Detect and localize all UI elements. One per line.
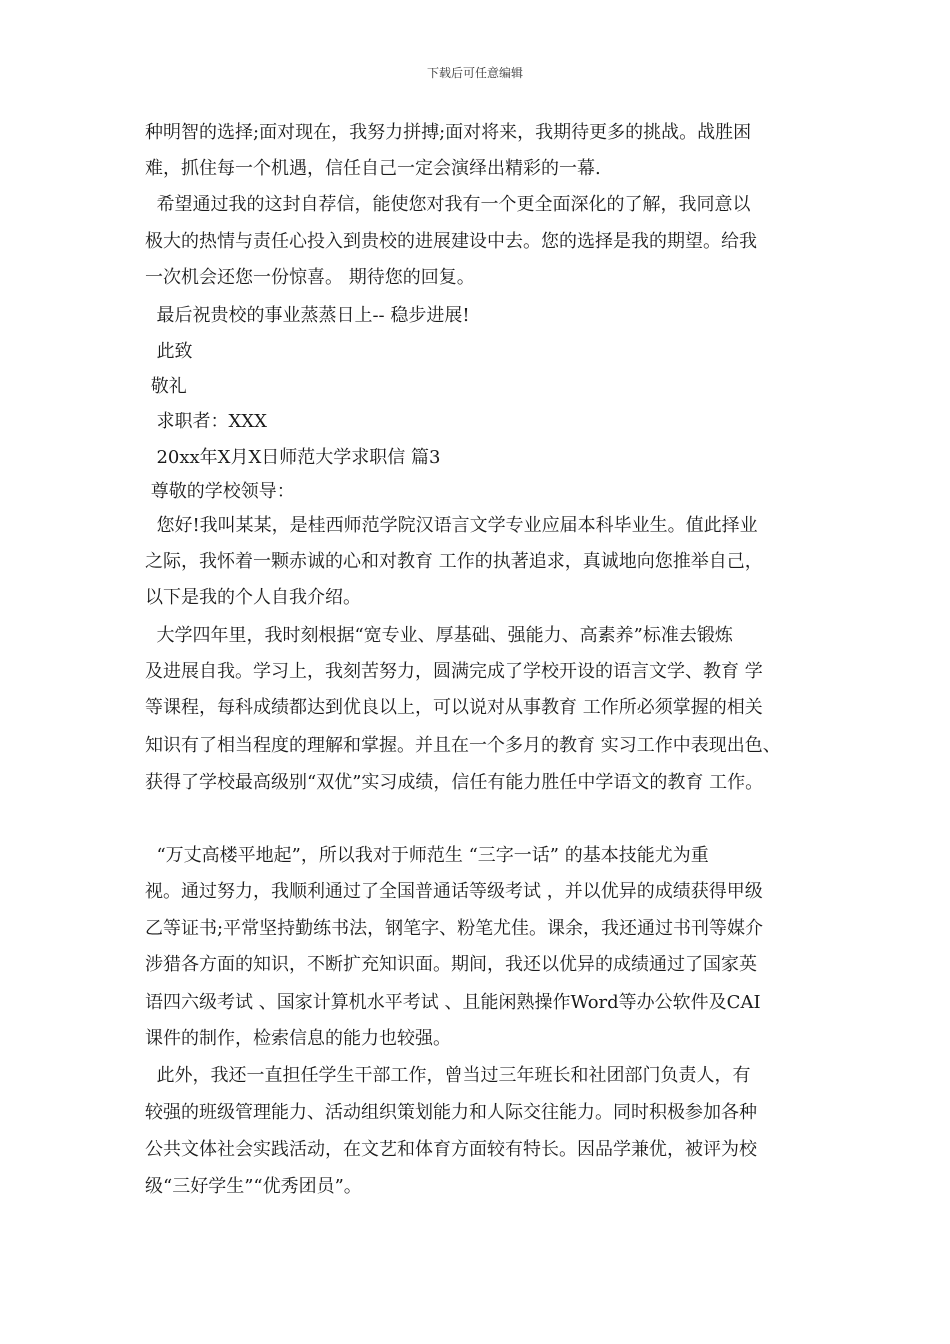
- body-line: 希望通过我的这封自荐信，能使您对我有一个更全面深化的了解，我同意以: [145, 194, 751, 215]
- body-line: 课件的制作，检索信息的能力也较强。: [145, 1028, 451, 1049]
- body-line: 种明智的选择;面对现在，我努力拼搏;面对将来，我期待更多的挑战。战胜困: [145, 122, 752, 143]
- body-line: 敬礼: [145, 376, 187, 397]
- body-line: 级“三好学生”“优秀团员”。: [145, 1176, 362, 1197]
- body-line: 您好!我叫某某，是桂西师范学院汉语言文学专业应届本科毕业生。值此择业: [145, 515, 758, 536]
- body-line: 尊敬的学校领导：: [145, 481, 295, 502]
- page-header: 下载后可任意编辑: [426, 66, 523, 80]
- body-line: 公共文体社会实践活动，在文艺和体育方面较有特长。因品学兼优，被评为校: [145, 1139, 757, 1160]
- body-line: 等课程，每科成绩都达到优良以上，可以说对从事教育 工作所必须掌握的相关: [145, 697, 763, 718]
- body-line: 语四六级考试 、国家计算机水平考试 、且能闲熟操作Word等办公软件及CAI: [145, 992, 761, 1013]
- body-line: 视。通过努力，我顺利通过了全国普通话等级考试 ，并以优异的成绩获得甲级: [145, 881, 763, 902]
- body-line: 获得了学校最高级别“双优”实习成绩，信任有能力胜任中学语文的教育 工作。: [145, 772, 764, 793]
- body-line: 较强的班级管理能力、活动组织策划能力和人际交往能力。同时积极参加各种: [145, 1102, 757, 1123]
- body-line: 之际，我怀着一颗赤诚的心和对教育 工作的执著追求，真诚地向您推举自己，: [145, 551, 763, 572]
- body-line: 极大的热情与责任心投入到贵校的进展建设中去。您的选择是我的期望。给我: [145, 231, 757, 252]
- body-line: 求职者：XXX: [145, 411, 267, 432]
- body-line: 此外，我还一直担任学生干部工作，曾当过三年班长和社团部门负责人，有: [145, 1065, 751, 1086]
- body-line: 乙等证书;平常坚持勤练书法，钢笔字、粉笔尤佳。课余，我还通过书刊等媒介: [145, 918, 764, 939]
- body-line: 20xx年X月X日师范大学求职信 篇3: [145, 447, 441, 468]
- body-line: 一次机会还您一份惊喜。 期待您的回复。: [145, 267, 475, 288]
- body-line: 知识有了相当程度的理解和掌握。并且在一个多月的教育 实习工作中表现出色、: [145, 735, 781, 756]
- body-line: “万丈高楼平地起”，所以我对于师范生 “三字一话” 的基本技能尤为重: [145, 845, 709, 866]
- body-line: 及进展自我。学习上，我刻苦努力，圆满完成了学校开设的语言文学、教育 学: [145, 661, 763, 682]
- body-line: 此致: [145, 341, 193, 362]
- body-line: 难，抓住每一个机遇，信任自己一定会演绎出精彩的一幕.: [145, 158, 601, 179]
- body-line: 以下是我的个人自我介绍。: [145, 587, 361, 608]
- body-line: 涉猎各方面的知识，不断扩充知识面。期间，我还以优异的成绩通过了国家英: [145, 954, 757, 975]
- body-line: 最后祝贵校的事业蒸蒸日上-- 稳步进展!: [145, 305, 470, 326]
- body-line: 大学四年里，我时刻根据“宽专业、厚基础、强能力、高素养”标准去锻炼: [145, 625, 733, 646]
